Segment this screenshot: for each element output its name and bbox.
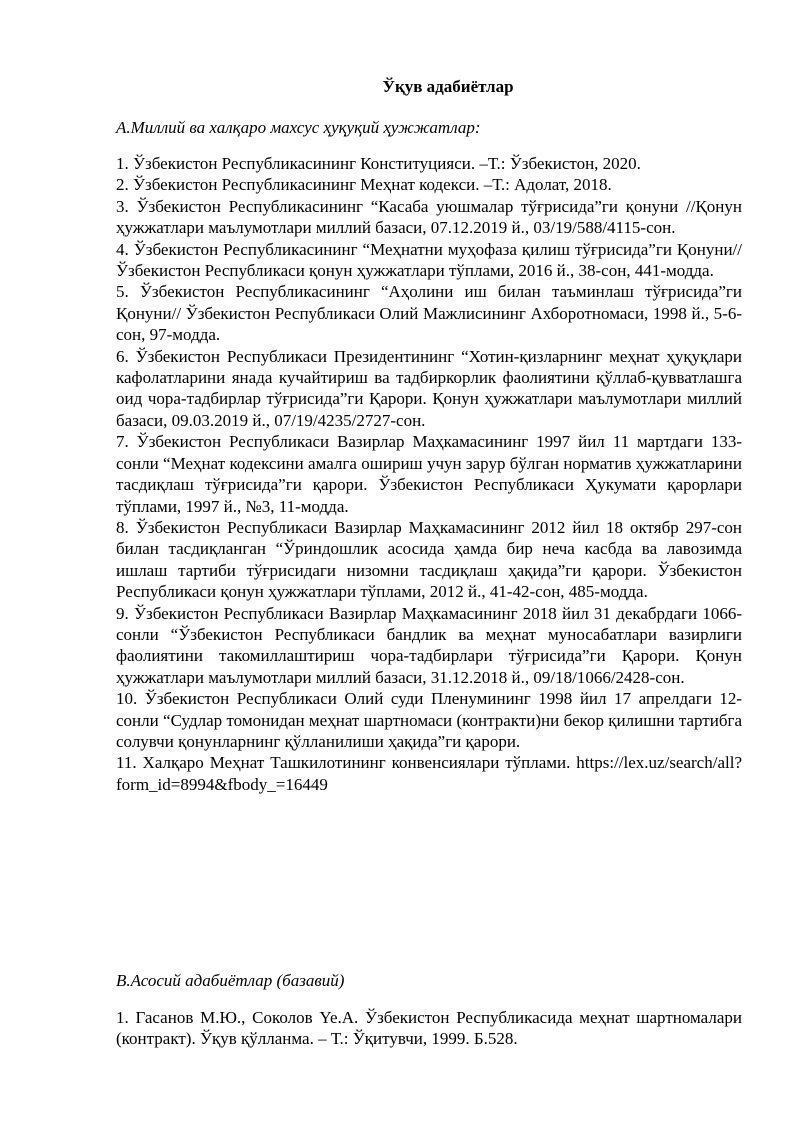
section-b-list	[116, 1007, 742, 1050]
list-item: 2. Ўзбекистон Республикасининг Меҳнат кодекси. –Т.: Адолат, 2018.	[116, 175, 612, 195]
section-a-heading: A.Миллий ва халқаро махсус ҳуқуқий ҳужжатлар:	[116, 118, 481, 137]
list-item: 1. Гасанов М.Ю., Соколов Ye.А. Ўзбекистон Республикасида меҳнат шартномалари (контракт). Ўқув қўлланма. – Т.: Ўқитувчи, 1999. Б.528.	[116, 1008, 742, 1049]
list-item: 10. Ўзбекистон Республикаси Олий суди Пленумининг 1998 йил 17 апрелдаги 12-сонли “Судлар томонидан меҳнат шартномаси (контракти)ни бекор қилишни тартибга солувчи қонунларнинг қўлланилиши ҳақида”ги қарори.	[116, 689, 742, 751]
section-a-list	[116, 153, 742, 795]
list-item: 11. Халқаро Меҳнат Ташкилотининг конвенсиялари тўплами. https://lex.uz/search/all?form_id=8994&fbody_=16449	[116, 753, 742, 794]
list-item: 3. Ўзбекистон Республикасининг “Касаба уюшмалар тўғрисида”ги қонуни //Қонун ҳужжатлари маълумотлари миллий базаси, 07.12.2019 й., 03/19/588/4115-сон.	[116, 196, 742, 238]
list-item: 9. Ўзбекистон Республикаси Вазирлар Маҳкамасининг 2018 йил 31 декабрдаги 1066-сонли “Ўзбекистон Республикаси бандлик ва меҳнат муносабатлари вазирлиги фаолиятини такомиллаштириш чора-тадбирлари тўғрисида”ги Қарори. Қонун ҳужжатлари маълумотлари миллий базаси, 31.12.2018 й., 09/18/1066/2428-сон.	[116, 603, 742, 687]
page-title: Ўқув адабиётлар	[382, 77, 514, 96]
list-item: 1. Ўзбекистон Республикасининг Конституцияси. –Т.: Ўзбекистон, 2020.	[116, 154, 641, 173]
list-item: 5. Ўзбекистон Республикасининг “Аҳолини иш билан таъминлаш тўғрисида”ги Қонуни// Ўзбекистон Республикаси Олий Мажлисининг Ахборотномаси, 1998 й., 5-6-сон, 97-модда.	[116, 282, 742, 345]
list-item: 6. Ўзбекистон Республикаси Президентининг “Хотин-қизларнинг меҳнат ҳуқуқлари кафолатларини янада кучайтириш ва тадбиркорлик фаолиятини қўллаб-қувватлашга оид чора-тадбирлар тўғрисида”ги Қарори. Қонун ҳужжатлари маълумотлари миллий базаси, 09.03.2019 й., 07/19/4235/2727-сон.	[116, 346, 742, 430]
list-item: 8. Ўзбекистон Республикаси Вазирлар Маҳкамасининг 2012 йил 18 октябр 297-сон билан тасдиқланган “Ўриндошлик асосида ҳамда бир неча касбда ва лавозимда ишлаш тартиби тўғрисидаги низомни тасдиқлаш ҳақида”ги қарори. Ўзбекистон Республикаси қонун ҳужжатлари тўплами, 2012 й., 41-42-сон, 485-модда.	[116, 517, 742, 602]
list-item: 7. Ўзбекистон Республикаси Вазирлар Маҳкамасининг 1997 йил 11 мартдаги 133-сонли “Меҳнат кодексини амалга ошириш учун зарур бўлган норматив ҳужжатларини тасдиқлаш тўғрисида”ги қарори. Ўзбекистон Республикаси Ҳукумати қарорлари тўплами, 1997 й., №3, 11-модда.	[116, 432, 742, 516]
list-item: 4. Ўзбекистон Республикасининг “Меҳнатни муҳофаза қилиш тўғрисида”ги Қонуни//Ўзбекистон Республикаси қонун ҳужжатлари тўплами, 2016 й., 38-сон, 441-модда.	[116, 239, 742, 281]
section-b-heading: B.Асосий адабиётлар (базавий)	[116, 971, 345, 990]
